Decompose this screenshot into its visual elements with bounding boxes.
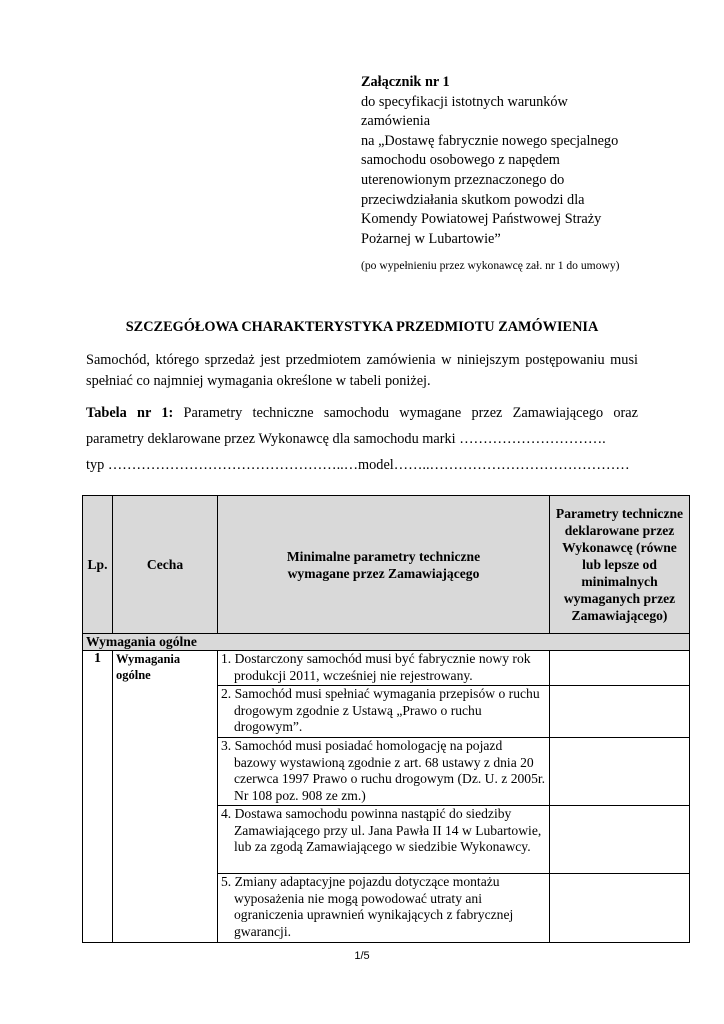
annex-line: do specyfikacji istotnych warunków: [361, 93, 568, 110]
requirement-cell: [218, 686, 550, 738]
annex-line: Pożarnej w Lubartowie”: [361, 230, 501, 247]
annex-line: przeciwdziałania skutkom powodzi dla: [361, 191, 585, 208]
table-row: [83, 651, 690, 686]
requirement-cell: [218, 874, 550, 943]
annex-line: samochodu osobowego z napędem: [361, 152, 560, 169]
annex-line: Komendy Powiatowej Państwowej Straży: [361, 211, 602, 228]
table-caption-label: Tabela nr 1:: [86, 405, 174, 421]
annex-block: [361, 73, 661, 273]
header-lp: Lp.: [83, 496, 113, 634]
intro-paragraph: Samochód, którego sprzedaż jest przedmiotem zamówienia w niniejszym postępowaniu musi spełniać co najmniej wymagania określone w tabeli poniżej.: [86, 352, 638, 389]
row-lp: 1: [83, 651, 113, 943]
header-min-params: Minimalne parametry techniczne wymagane przez Zamawiającego: [218, 496, 550, 634]
annex-line: zamówienia: [361, 113, 431, 130]
declared-value-cell[interactable]: [550, 651, 690, 686]
requirement-text: 3. Samochód musi posiadać homologację na pojazd bazowy wystawioną zgodnie z art. 68 ustawy z dnia 20 czerwca 1997 Prawo o ruchu drogowym (Dz. U. z 2005r. Nr 108 poz. 908 ze zm.): [221, 738, 546, 803]
table-header-row: [83, 496, 690, 634]
requirement-text: 4. Dostawa samochodu powinna nastąpić do siedziby Zamawiającego przy ul. Jana Pawła II 14 w Lubartowie, lub za zgodą Zamawiającego w siedzibie Wykonawcy.: [221, 806, 542, 854]
row-cecha: Wymagania ogólne: [113, 651, 218, 943]
requirement-text: 5. Zmiany adaptacyjne pojazdu dotyczące montażu wyposażenia nie mogą powodować utraty ani ograniczenia uprawnień wynikających z fabrycznej gwarancji.: [221, 874, 514, 939]
annex-line: uterenowionym przeznaczonego do: [361, 171, 565, 188]
header-cecha: Cecha: [113, 496, 218, 634]
requirement-cell: [218, 738, 550, 806]
table-caption: [86, 400, 638, 478]
requirement-cell: [218, 806, 550, 874]
requirement-text: 1. Dostarczony samochód musi być fabrycznie nowy rok produkcji 2011, wcześniej nie rejestrowany.: [221, 651, 531, 683]
annex-note: (po wypełnieniu przez wykonawcę zał. nr 1 do umowy): [361, 259, 620, 273]
requirement-text: 2. Samochód musi spełniać wymagania przepisów o ruchu drogowym zgodnie z Ustawą „Prawo o ruchu drogowym”.: [221, 686, 540, 734]
declared-value-cell[interactable]: [550, 806, 690, 874]
document-heading: SZCZEGÓŁOWA CHARAKTERYSTYKA PRZEDMIOTU ZAMÓWIENIA: [125, 319, 599, 335]
declared-value-cell[interactable]: [550, 686, 690, 738]
annex-line: na „Dostawę fabrycznie nowego specjalnego: [361, 132, 619, 149]
declared-value-cell[interactable]: [550, 874, 690, 943]
table-caption-line2: typ …………………………………………..…model……..……………………………………: [86, 457, 630, 473]
annex-title: Załącznik nr 1: [361, 74, 450, 90]
section-label: Wymagania ogólne: [83, 634, 690, 651]
section-row: [83, 634, 690, 651]
spec-table: [82, 495, 690, 943]
requirement-cell: [218, 651, 550, 686]
header-declared-params: Parametry techniczne deklarowane przez Wykonawcę (równe lub lepsze od minimalnych wymaganych przez Zamawiającego): [550, 496, 690, 634]
page-number: 1/5: [354, 950, 370, 962]
table-caption-text: Parametry techniczne samochodu wymagane przez Zamawiającego oraz parametry deklarowane przez Wykonawcę dla samochodu marki ………………………….: [86, 405, 638, 447]
declared-value-cell[interactable]: [550, 738, 690, 806]
